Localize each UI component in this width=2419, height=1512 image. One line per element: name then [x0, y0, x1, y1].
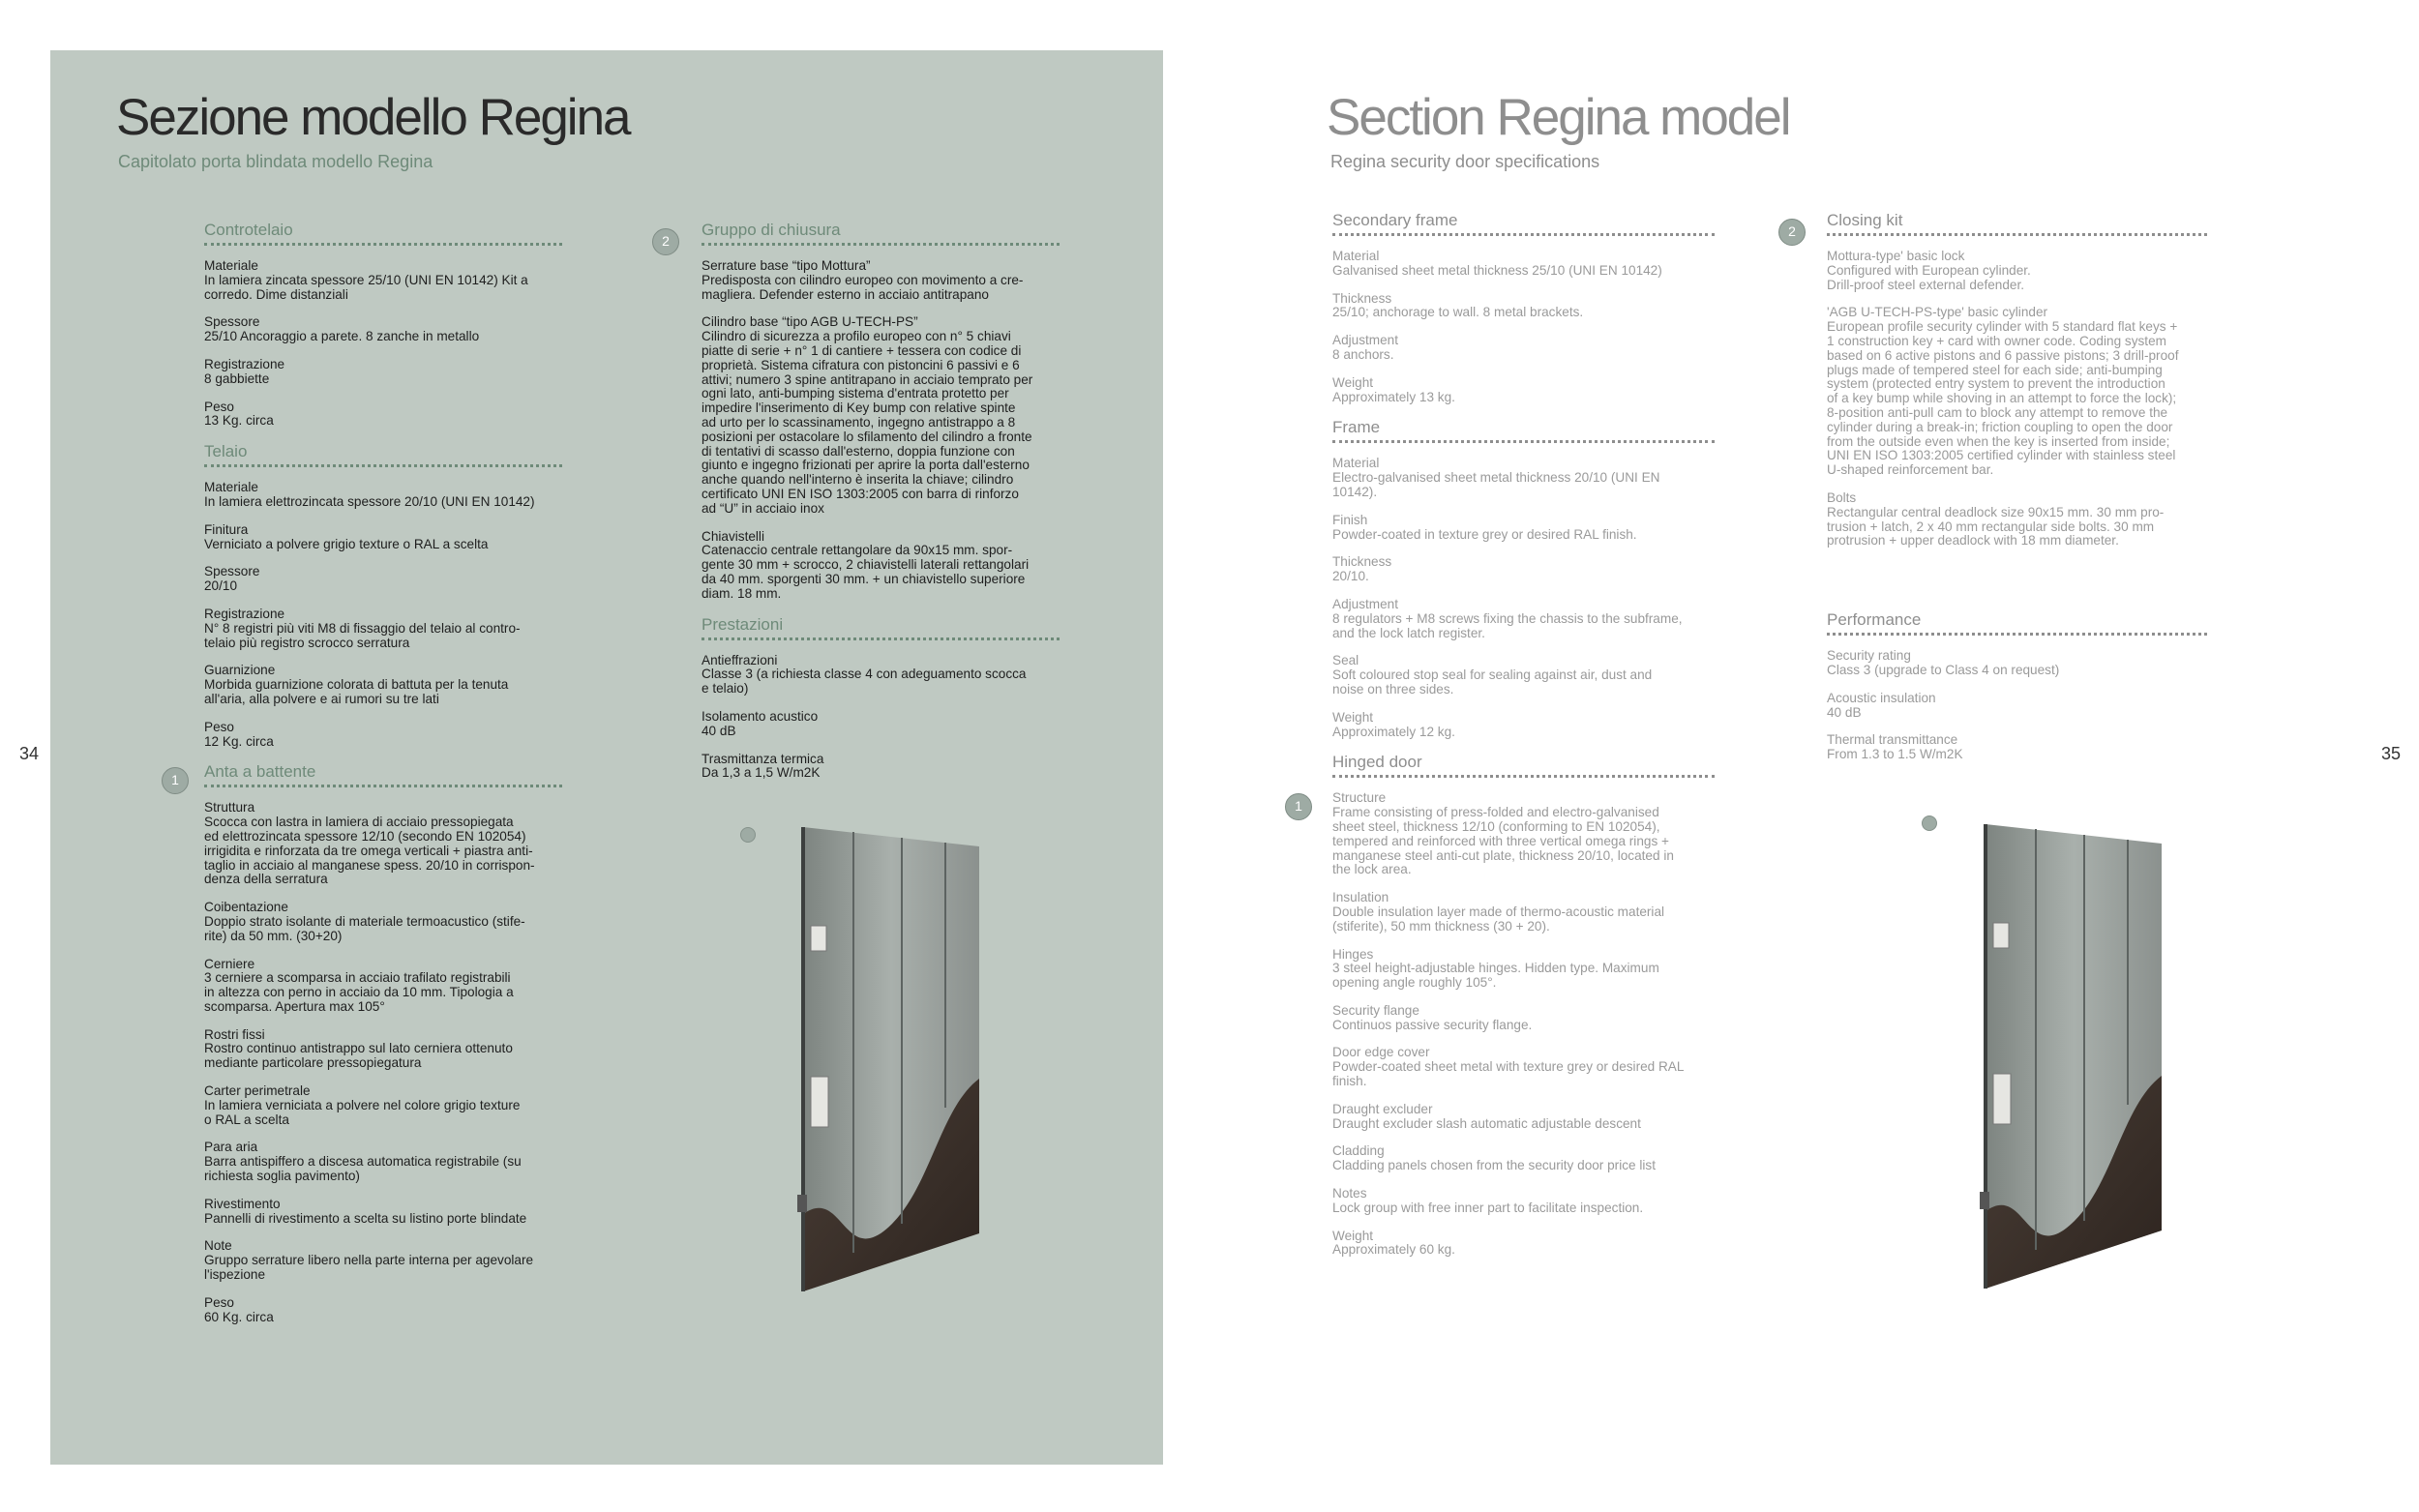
- spec-label: Cladding: [1332, 1143, 1385, 1159]
- spec-label: Cerniere: [204, 956, 255, 971]
- spec-value: Morbida guarnizione colorata di battuta per la tenuta all'aria, alla polvere e ai rumori su tre lati: [204, 677, 509, 706]
- spec-value: 20/10: [204, 578, 238, 594]
- spec-label: Security flange: [1332, 1002, 1419, 1018]
- spec-item: [702, 530, 1060, 602]
- section-heading: Secondary frame: [1332, 211, 1715, 236]
- spec-item: [204, 1141, 562, 1183]
- spec-value: Continuos passive security flange.: [1332, 1017, 1533, 1032]
- spec-value: Scocca con lastra in lamiera di acciaio pressopiegata ed elettrozincata spessore 12/10 (secondo EN 102054) irrigidita e rinforzata da tre omega verticali + piastra anti- taglio in acciaio al manganese spess. 20/10 in corrispon- denza della serratura: [204, 815, 535, 887]
- en-column-frames: [1332, 211, 1715, 1271]
- spec-item: [1827, 306, 2207, 478]
- spec-item: [204, 259, 562, 302]
- spec-label: Insulation: [1332, 890, 1389, 905]
- spec-item: [702, 259, 1060, 302]
- spec-value: 20/10.: [1332, 569, 1369, 584]
- spec-value: Frame consisting of press-folded and electro-galvanised sheet steel, thickness 12/10 (conforming to EN 102054), tempered and reinforced with three vertical omega rings + manganese steel anti-cut plate, thickness 20/10, located in the lock area.: [1332, 805, 1674, 877]
- spec-item: [1332, 1046, 1715, 1088]
- spec-item: [1332, 1103, 1715, 1132]
- spec-item: [204, 1239, 562, 1282]
- spec-label: Security rating: [1827, 648, 1911, 664]
- spec-item: [1332, 948, 1715, 991]
- spec-label: Adjustment: [1332, 333, 1399, 348]
- spec-label: Notes: [1332, 1186, 1367, 1201]
- spec-value: Approximately 12 kg.: [1332, 724, 1455, 739]
- spec-label: Para aria: [204, 1140, 258, 1155]
- section-performance: [1827, 610, 2207, 762]
- spec-item: [1827, 733, 2207, 762]
- spec-label: Thickness: [1332, 290, 1392, 306]
- spec-label: Bolts: [1827, 489, 1857, 505]
- spec-item: [204, 358, 562, 387]
- spec-item: [1332, 457, 1715, 499]
- spec-label: Rostri fissi: [204, 1026, 265, 1042]
- section-heading: Prestazioni: [702, 615, 1060, 640]
- spec-item: [1827, 649, 2207, 678]
- spec-value: Approximately 60 kg.: [1332, 1242, 1455, 1258]
- spec-item: [1332, 376, 1715, 405]
- spec-label: Weight: [1332, 709, 1374, 725]
- spec-item: [204, 1028, 562, 1071]
- en-column-closing: [1827, 211, 2207, 776]
- spec-label: Struttura: [204, 800, 255, 815]
- spec-value: 13 Kg. circa: [204, 413, 274, 429]
- spec-label: Serrature base “tipo Mottura”: [702, 258, 871, 273]
- spec-item: [204, 481, 562, 510]
- spec-item: [204, 664, 562, 706]
- spec-value: 8 regulators + M8 screws fixing the chassis to the subframe, and the lock latch register.: [1332, 610, 1683, 640]
- spec-label: Note: [204, 1238, 232, 1254]
- spec-value: 40 dB: [702, 723, 736, 738]
- spec-value: 60 Kg. circa: [204, 1309, 274, 1324]
- spec-item: [204, 801, 562, 887]
- spec-item: [1827, 692, 2207, 721]
- spec-label: Guarnizione: [204, 663, 276, 678]
- spec-value: 12 Kg. circa: [204, 733, 274, 749]
- spec-label: Carter perimetrale: [204, 1083, 311, 1099]
- spec-item: [204, 1084, 562, 1127]
- spec-value: Catenaccio centrale rettangolare da 90x15 mm. spor- gente 30 mm + scrocco, 2 chiavistelli laterali rettangolari da 40 mm. sporgenti 30 mm. + un chiavistello superiore diam. 18 mm.: [702, 543, 1030, 601]
- page-number-left: 34: [19, 744, 40, 763]
- spec-value: 8 anchors.: [1332, 346, 1394, 362]
- spec-label: Cilindro base “tipo AGB U-TECH-PS”: [702, 314, 918, 330]
- section-heading: Controtelaio: [204, 221, 562, 246]
- spec-item: [1332, 1230, 1715, 1259]
- spec-item: [1332, 791, 1715, 877]
- spec-label: Peso: [204, 399, 234, 414]
- spec-label: Materiale: [204, 258, 258, 273]
- page-title-en: Section Regina model: [1327, 89, 1790, 146]
- spec-item: [702, 654, 1060, 697]
- section-frame: [1332, 418, 1715, 739]
- spec-value: 25/10 Ancoraggio a parete. 8 zanche in metallo: [204, 329, 480, 344]
- spec-item: [204, 721, 562, 750]
- section-heading: Performance: [1827, 610, 2207, 636]
- spec-item: [1332, 514, 1715, 543]
- spec-item: [1332, 555, 1715, 584]
- spec-item: [204, 400, 562, 430]
- spec-value: Verniciato a polvere grigio texture o RAL a scelta: [204, 536, 489, 551]
- spec-value: In lamiera zincata spessore 25/10 (UNI EN 10142) Kit a corredo. Dime distanziali: [204, 272, 528, 302]
- spec-value: 25/10; anchorage to wall. 8 metal brackets.: [1332, 305, 1584, 320]
- it-column-frames: [204, 221, 562, 1338]
- spec-label: Registrazione: [204, 606, 285, 621]
- spec-value: Lock group with free inner part to facilitate inspection.: [1332, 1200, 1644, 1215]
- spec-label: Registrazione: [204, 356, 285, 371]
- spec-label: Coibentazione: [204, 900, 288, 915]
- spec-value: Class 3 (upgrade to Class 4 on request): [1827, 662, 2060, 677]
- spec-item: [1332, 292, 1715, 321]
- spec-value: Electro-galvanised sheet metal thickness 20/10 (UNI EN 10142).: [1332, 470, 1660, 499]
- spec-label: Materiale: [204, 480, 258, 495]
- section-number-badge: 2: [652, 228, 679, 255]
- spec-value: Powder-coated sheet metal with texture grey or desired RAL finish.: [1332, 1059, 1685, 1089]
- spec-label: Material: [1332, 249, 1380, 263]
- spec-value: Cladding panels chosen from the security door price list: [1332, 1158, 1656, 1173]
- callout-marker: [740, 827, 756, 843]
- section-closing-kit: [1827, 211, 2207, 548]
- spec-value: Da 1,3 a 1,5 W/m2K: [702, 765, 821, 781]
- spec-label: Finish: [1332, 512, 1368, 527]
- door-cross-section-illustration: [737, 817, 1047, 1301]
- spec-label: Door edge cover: [1332, 1045, 1430, 1060]
- section-gruppo-di-chiusura: [702, 221, 1060, 602]
- spec-label: Finitura: [204, 521, 249, 537]
- spec-value: Classe 3 (a richiesta classe 4 con adeguamento scocca e telaio): [702, 667, 1027, 697]
- page-number-right: 35: [2381, 744, 2402, 763]
- spec-item: [204, 958, 562, 1015]
- spec-label: Weight: [1332, 1228, 1374, 1243]
- spec-item: [1332, 334, 1715, 363]
- spec-item: [1332, 1004, 1715, 1033]
- spec-value: Galvanised sheet metal thickness 25/10 (UNI EN 10142): [1332, 262, 1662, 278]
- spec-item: [1827, 491, 2207, 548]
- spec-value: In lamiera elettrozincata spessore 20/10 (UNI EN 10142): [204, 493, 535, 509]
- spec-value: From 1.3 to 1.5 W/m2K: [1827, 747, 1963, 762]
- spec-item: [204, 1198, 562, 1227]
- spec-value: 40 dB: [1827, 704, 1862, 720]
- section-controtelaio: [204, 221, 562, 429]
- spec-value: Barra antispiffero a discesa automatica registrabile (su richiesta soglia pavimento): [204, 1154, 522, 1184]
- spec-label: Peso: [204, 1294, 234, 1310]
- spec-label: Spessore: [204, 314, 260, 330]
- section-number-badge: 1: [162, 767, 189, 794]
- spec-item: [1332, 711, 1715, 740]
- section-heading: Telaio: [204, 442, 562, 467]
- spec-value: Cilindro di sicurezza a profilo europeo con n° 5 chiavi piatte di serie + n° 1 di cantiere + tessera con codice di proprietà. Sistema cifratura con pistoncini 6 passivi e 6 attivi; numero 3 spine antitrapano in acciaio temprato per ogni lato, anti-bumping sistema d'entrata protetto per impedire l'inserimento di Key bump con relative spinte ad urto per lo scassinamento, ingegno antistrappo a 8 posizioni per ostacolare lo sfilamento del cilindro a fronte di tentativi di scasso dall'esterno, doppia funzione con giunto e ingegno frizionati per aprire la porta dall'esterno anche quando nell'interno è inserita la chiave; cilindro certificato UNI EN ISO 1303:2005 con barra di rinforzo ad “U” in acciaio inox: [702, 329, 1033, 516]
- spec-value: N° 8 registri più viti M8 di fissaggio del telaio al contro- telaio più registro scrocco serratura: [204, 620, 521, 650]
- spec-item: [702, 315, 1060, 516]
- spec-item: [1332, 1187, 1715, 1216]
- spec-label: Antieffrazioni: [702, 652, 778, 667]
- spec-value: In lamiera verniciata a polvere nel colore grigio texture o RAL a scelta: [204, 1097, 521, 1127]
- spec-label: Chiavistelli: [702, 528, 764, 544]
- spec-value: 'AGB U-TECH-PS-type' basic cylinder European profile security cylinder with 5 standard flat keys + 1 construction key + card with owner code. Coding system based on 6 active pistons and 6 passive pistons; 3 drill-proof plugs made of tempered steel for each side; anti-bumping system (protected entry system to prevent the introduction of a key bump while shoving in an attempt to force the lock); 8-position anti-pull cam to block any attempt to remove the cylinder during a break-in; friction coupling to open the door from the outside even when the key is inserted from inside; UNI EN ISO 1303:2005 certified cylinder with stainless steel U-shaped reinforcement bar.: [1827, 305, 2179, 478]
- spec-item: [1332, 1144, 1715, 1173]
- it-column-closing: [702, 221, 1060, 794]
- section-heading: Hinged door: [1332, 753, 1715, 778]
- spec-label: Thermal transmittance: [1827, 732, 1958, 748]
- spec-value: Rostro continuo antistrappo sul lato cerniera ottenuto mediante particolare pressopiegatura: [204, 1041, 513, 1071]
- spec-label: Draught excluder: [1332, 1101, 1433, 1116]
- spec-value: Soft coloured stop seal for sealing against air, dust and noise on three sides.: [1332, 667, 1653, 697]
- spec-item: [1332, 598, 1715, 640]
- spec-label: Adjustment: [1332, 596, 1399, 611]
- spec-value: Mottura-type' basic lock Configured with European cylinder. Drill-proof steel external defender.: [1827, 249, 2031, 292]
- callout-marker: [1922, 815, 1937, 831]
- spec-value: Draught excluder slash automatic adjustable descent: [1332, 1115, 1641, 1131]
- section-heading: Closing kit: [1827, 211, 2207, 236]
- spec-item: [1332, 654, 1715, 697]
- spec-value: Powder-coated in texture grey or desired RAL finish.: [1332, 526, 1637, 542]
- section-heading: Anta a battente: [204, 762, 562, 787]
- spec-label: Thickness: [1332, 554, 1392, 570]
- spec-value: Predisposta con cilindro europeo con movimento a cre- magliera. Defender esterno in acciaio antitrapano: [702, 272, 1024, 302]
- page-title-it: Sezione modello Regina: [116, 89, 630, 146]
- spec-item: [204, 608, 562, 650]
- spec-label: Rivestimento: [204, 1196, 281, 1211]
- section-heading: Frame: [1332, 418, 1715, 443]
- spec-label: Seal: [1332, 653, 1359, 668]
- section-secondary-frame: [1332, 211, 1715, 404]
- spec-value: Gruppo serrature libero nella parte interna per agevolare l'ispezione: [204, 1253, 534, 1283]
- spec-item: [1332, 250, 1715, 279]
- spec-item: [204, 901, 562, 943]
- spec-value: 3 cerniere a scomparsa in acciaio trafilato registrabili in altezza con perno in acciaio da 10 mm. Tipologia a scomparsa. Apertura max 105°: [204, 970, 514, 1014]
- section-prestazioni: [702, 615, 1060, 782]
- section-hinged-door: [1332, 753, 1715, 1258]
- spec-label: Structure: [1332, 790, 1387, 806]
- section-heading: Gruppo di chiusura: [702, 221, 1060, 246]
- spec-item: [702, 710, 1060, 739]
- page-subtitle-en: Regina security door specifications: [1330, 152, 1600, 171]
- section-anta-a-battente: [204, 762, 562, 1324]
- spec-value: Rectangular central deadlock size 90x15 mm. 30 mm pro- trusion + latch, 2 x 40 mm rectangular side bolts. 30 mm protrusion + upper deadlock with 18 mm diameter.: [1827, 504, 2165, 548]
- door-cross-section-illustration: [1935, 813, 2245, 1296]
- spec-value: 8 gabbiette: [204, 371, 270, 386]
- section-telaio: [204, 442, 562, 749]
- page-subtitle-it: Capitolato porta blindata modello Regina: [118, 152, 433, 171]
- spec-label: Trasmittanza termica: [702, 751, 824, 766]
- spec-item: [1332, 891, 1715, 934]
- spec-item: [204, 565, 562, 594]
- spec-item: [204, 523, 562, 552]
- spec-value: Double insulation layer made of thermo-acoustic material (stiferite), 50 mm thickness (30 + 20).: [1332, 904, 1665, 934]
- section-number-badge: 1: [1285, 793, 1312, 820]
- spec-label: Hinges: [1332, 946, 1374, 962]
- spec-value: Pannelli di rivestimento a scelta su listino porte blindate: [204, 1210, 527, 1226]
- spec-label: Spessore: [204, 564, 260, 579]
- spec-label: Peso: [204, 719, 234, 734]
- spec-value: Doppio strato isolante di materiale termoacustico (stife- rite) da 50 mm. (30+20): [204, 913, 525, 943]
- spec-item: [1827, 250, 2207, 292]
- spec-label: Acoustic insulation: [1827, 690, 1936, 705]
- section-number-badge: 2: [1778, 219, 1806, 246]
- spec-value: Approximately 13 kg.: [1332, 389, 1455, 404]
- spec-value: 3 steel height-adjustable hinges. Hidden type. Maximum opening angle roughly 105°.: [1332, 961, 1659, 991]
- spec-item: [702, 753, 1060, 782]
- spec-item: [204, 315, 562, 344]
- spec-label: Isolamento acustico: [702, 708, 819, 724]
- spec-item: [204, 1296, 562, 1325]
- spec-label: Material: [1332, 456, 1380, 471]
- spec-label: Weight: [1332, 374, 1374, 390]
